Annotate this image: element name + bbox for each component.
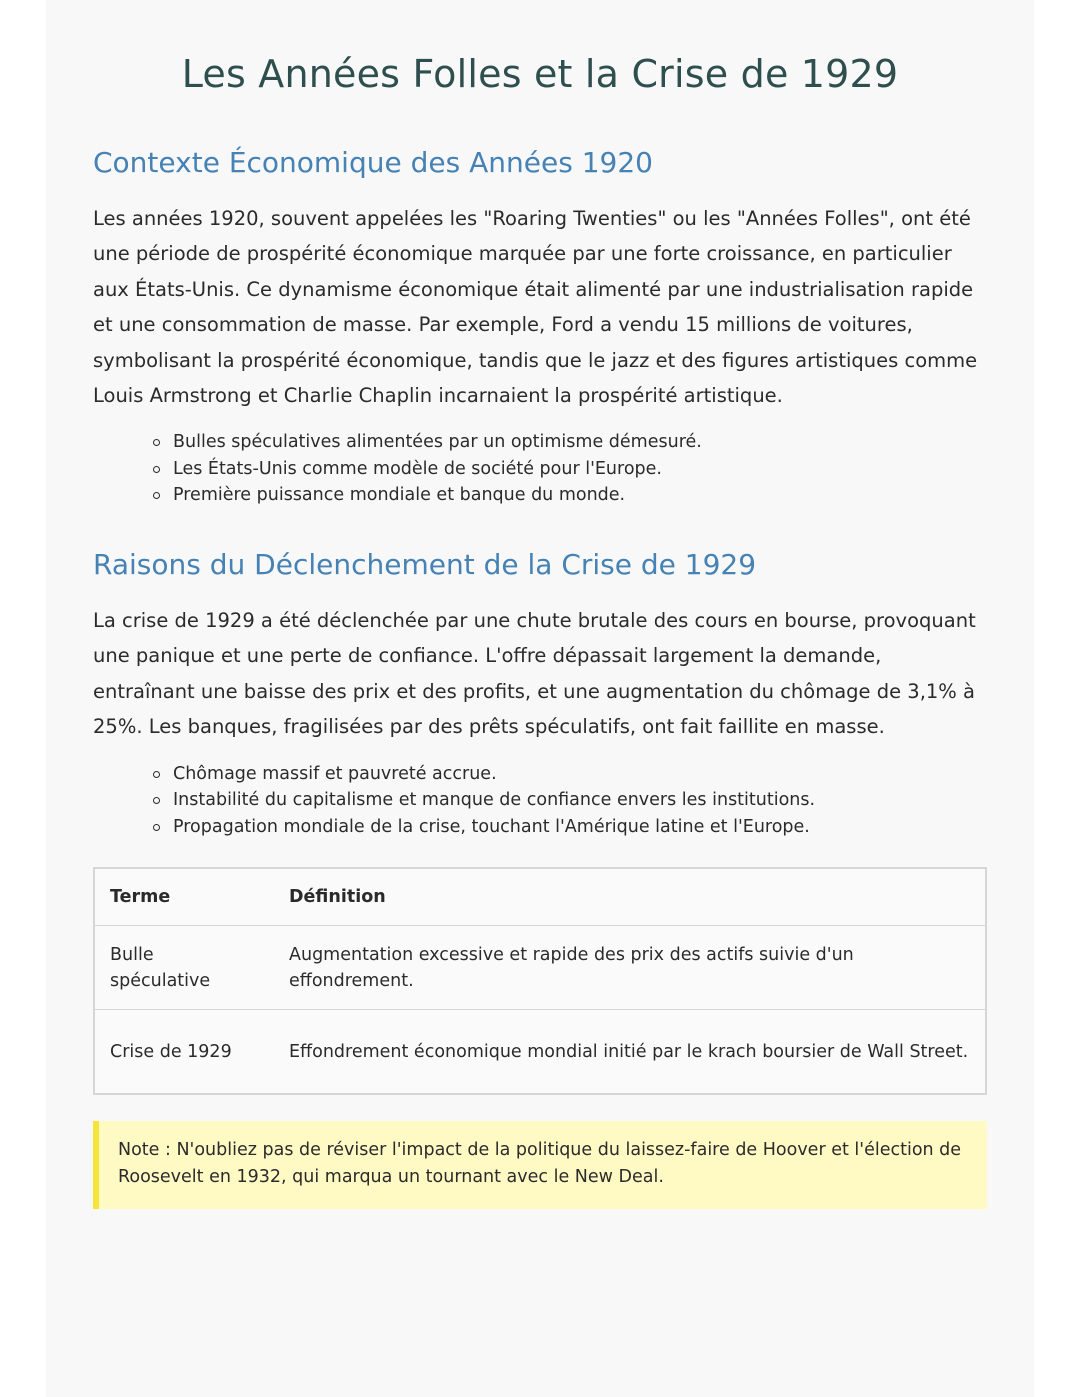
circle-bullet-icon: [153, 466, 160, 473]
list-item-text: Chômage massif et pauvreté accrue.: [173, 763, 497, 784]
list-item-text: Instabilité du capitalisme et manque de confiance envers les institutions.: [173, 790, 816, 811]
section-paragraph-crisis-causes: La crise de 1929 a été déclenchée par une chute brutale des cours en bourse, provoquant une panique et une perte de confiance. L'offre dépassait largement la demande, entraînant une baisse des prix et des profits, et une augmentation du chômage de 3,1% à 25%. Les banques, fragilisées par des prêts spéculatifs, ont fait faillite en masse.: [93, 608, 976, 739]
definitions-table: [93, 867, 987, 1095]
circle-bullet-icon: [153, 492, 160, 499]
column-header-definition: Définition: [274, 868, 986, 926]
list-item: [173, 761, 987, 788]
section-heading-economic-context: Contexte Économique des Années 1920: [93, 146, 653, 179]
document-page: [46, 0, 1034, 1397]
circle-bullet-icon: [153, 771, 160, 778]
section-paragraph-economic-context: Les années 1920, souvent appelées les "Roaring Twenties" ou les "Années Folles", ont été une période de prospérité économique marquée par une forte croissance, en particulier aux États-Unis. Ce dynamisme économique était alimenté par une industrialisation rapide et une consommation de masse. Par exemple, Ford a vendu 15 millions de voitures, symbolisant la prospérité économique, tandis que le jazz et des figures artistiques comme Louis Armstrong et Charlie Chaplin incarnaient la prospérité artistique.: [93, 207, 978, 408]
list-item: [173, 814, 987, 841]
table-header-row: [94, 868, 986, 926]
table-row: [94, 1010, 986, 1095]
list-item-text: Propagation mondiale de la crise, touchant l'Amérique latine et l'Europe.: [173, 816, 810, 837]
section-heading-crisis-causes: Raisons du Déclenchement de la Crise de 1929: [93, 547, 757, 581]
circle-bullet-icon: [153, 439, 160, 446]
note-callout: [93, 1121, 987, 1209]
bullet-list-crisis-causes: [93, 761, 987, 841]
bullet-list-economic-context: [93, 429, 987, 509]
table-cell-definition: Effondrement économique mondial initié par le krach boursier de Wall Street.: [274, 1010, 986, 1095]
list-item: [173, 482, 987, 509]
circle-bullet-icon: [153, 824, 160, 831]
table-cell-definition: Augmentation excessive et rapide des prix des actifs suivie d'un effondrement.: [274, 926, 986, 1010]
table-cell-term: Crise de 1929: [94, 1010, 274, 1095]
list-item: [173, 456, 987, 483]
page-title: Les Années Folles et la Crise de 1929: [181, 52, 899, 96]
list-item-text: Les États-Unis comme modèle de société pour l'Europe.: [173, 458, 662, 479]
note-text: Note : N'oubliez pas de réviser l'impact de la politique du laissez-faire de Hoover et l'élection de Roosevelt en 1932, qui marqua un tournant avec le New Deal.: [118, 1140, 962, 1187]
list-item: [173, 429, 987, 456]
list-item-text: Bulles spéculatives alimentées par un optimisme démesuré.: [173, 432, 702, 453]
table-cell-term: Bulle spéculative: [94, 926, 274, 1010]
column-header-term: Terme: [94, 868, 274, 926]
circle-bullet-icon: [153, 797, 160, 804]
table-row: [94, 926, 986, 1010]
list-item-text: Première puissance mondiale et banque du monde.: [173, 485, 626, 506]
list-item: [173, 787, 987, 814]
